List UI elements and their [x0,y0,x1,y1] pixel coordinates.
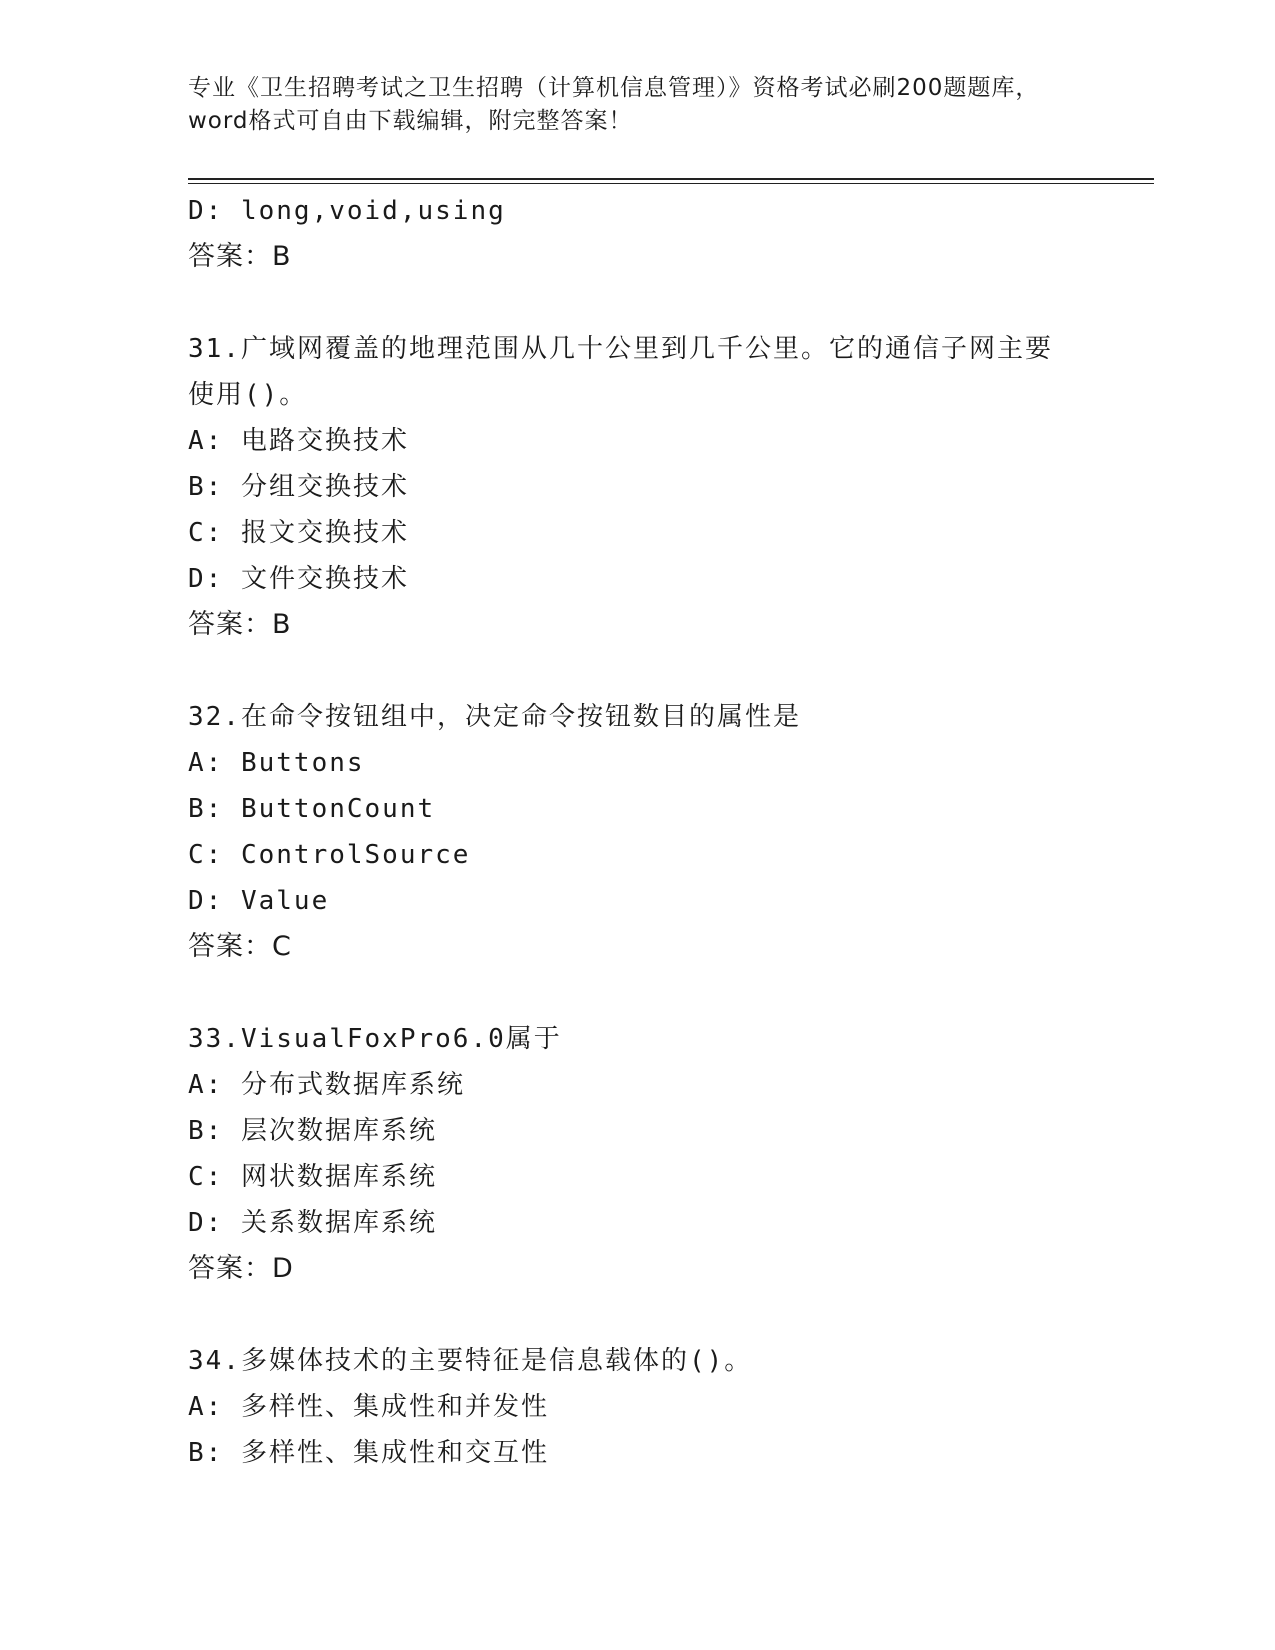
answer: 答案：C [188,931,292,962]
question-30-tail [188,188,1148,280]
question-list [188,188,1148,1476]
option-c: C: ControlSource [188,840,471,870]
option-a: A: 分布式数据库系统 [188,1070,465,1100]
question-stem: 33.VisualFoxPro6.0属于 [188,1024,562,1054]
question-32 [188,694,1148,970]
spacer [188,648,1148,694]
option-b: B: ButtonCount [188,794,436,824]
spacer [188,970,1148,1016]
header-line-1: 专业《卫生招聘考试之卫生招聘（计算机信息管理）》资格考试必刷200题题库， [188,75,1040,101]
header-divider-thick [188,178,1154,180]
option-b: B: 层次数据库系统 [188,1116,437,1146]
header-divider-thin [188,183,1154,184]
option-a: A: Buttons [188,748,365,778]
option-b: B: 多样性、集成性和交互性 [188,1438,549,1468]
option-d: D: long,void,using [188,196,506,226]
option-b: B: 分组交换技术 [188,472,409,502]
question-stem: 32.在命令按钮组中，决定命令按钮数目的属性是 [188,702,801,732]
answer: 答案：D [188,1253,294,1284]
spacer [188,280,1148,326]
spacer [188,1292,1148,1338]
option-a: A: 电路交换技术 [188,426,409,456]
document-header [188,72,1088,138]
option-d: D: 文件交换技术 [188,564,409,594]
question-31 [188,326,1148,648]
option-a: A: 多样性、集成性和并发性 [188,1392,549,1422]
header-line-2: word格式可自由下载编辑，附完整答案！ [188,108,633,134]
option-c: C: 报文交换技术 [188,518,409,548]
question-stem-continued: 使用()。 [188,380,308,410]
question-34 [188,1338,1148,1476]
answer: 答案：B [188,609,292,640]
question-33 [188,1016,1148,1292]
option-d: D: Value [188,886,330,916]
option-d: D: 关系数据库系统 [188,1208,437,1238]
option-c: C: 网状数据库系统 [188,1162,437,1192]
answer: 答案：B [188,241,292,272]
question-stem: 34.多媒体技术的主要特征是信息载体的()。 [188,1346,753,1376]
question-stem: 31.广域网覆盖的地理范围从几十公里到几千公里。它的通信子网主要 [188,334,1053,364]
